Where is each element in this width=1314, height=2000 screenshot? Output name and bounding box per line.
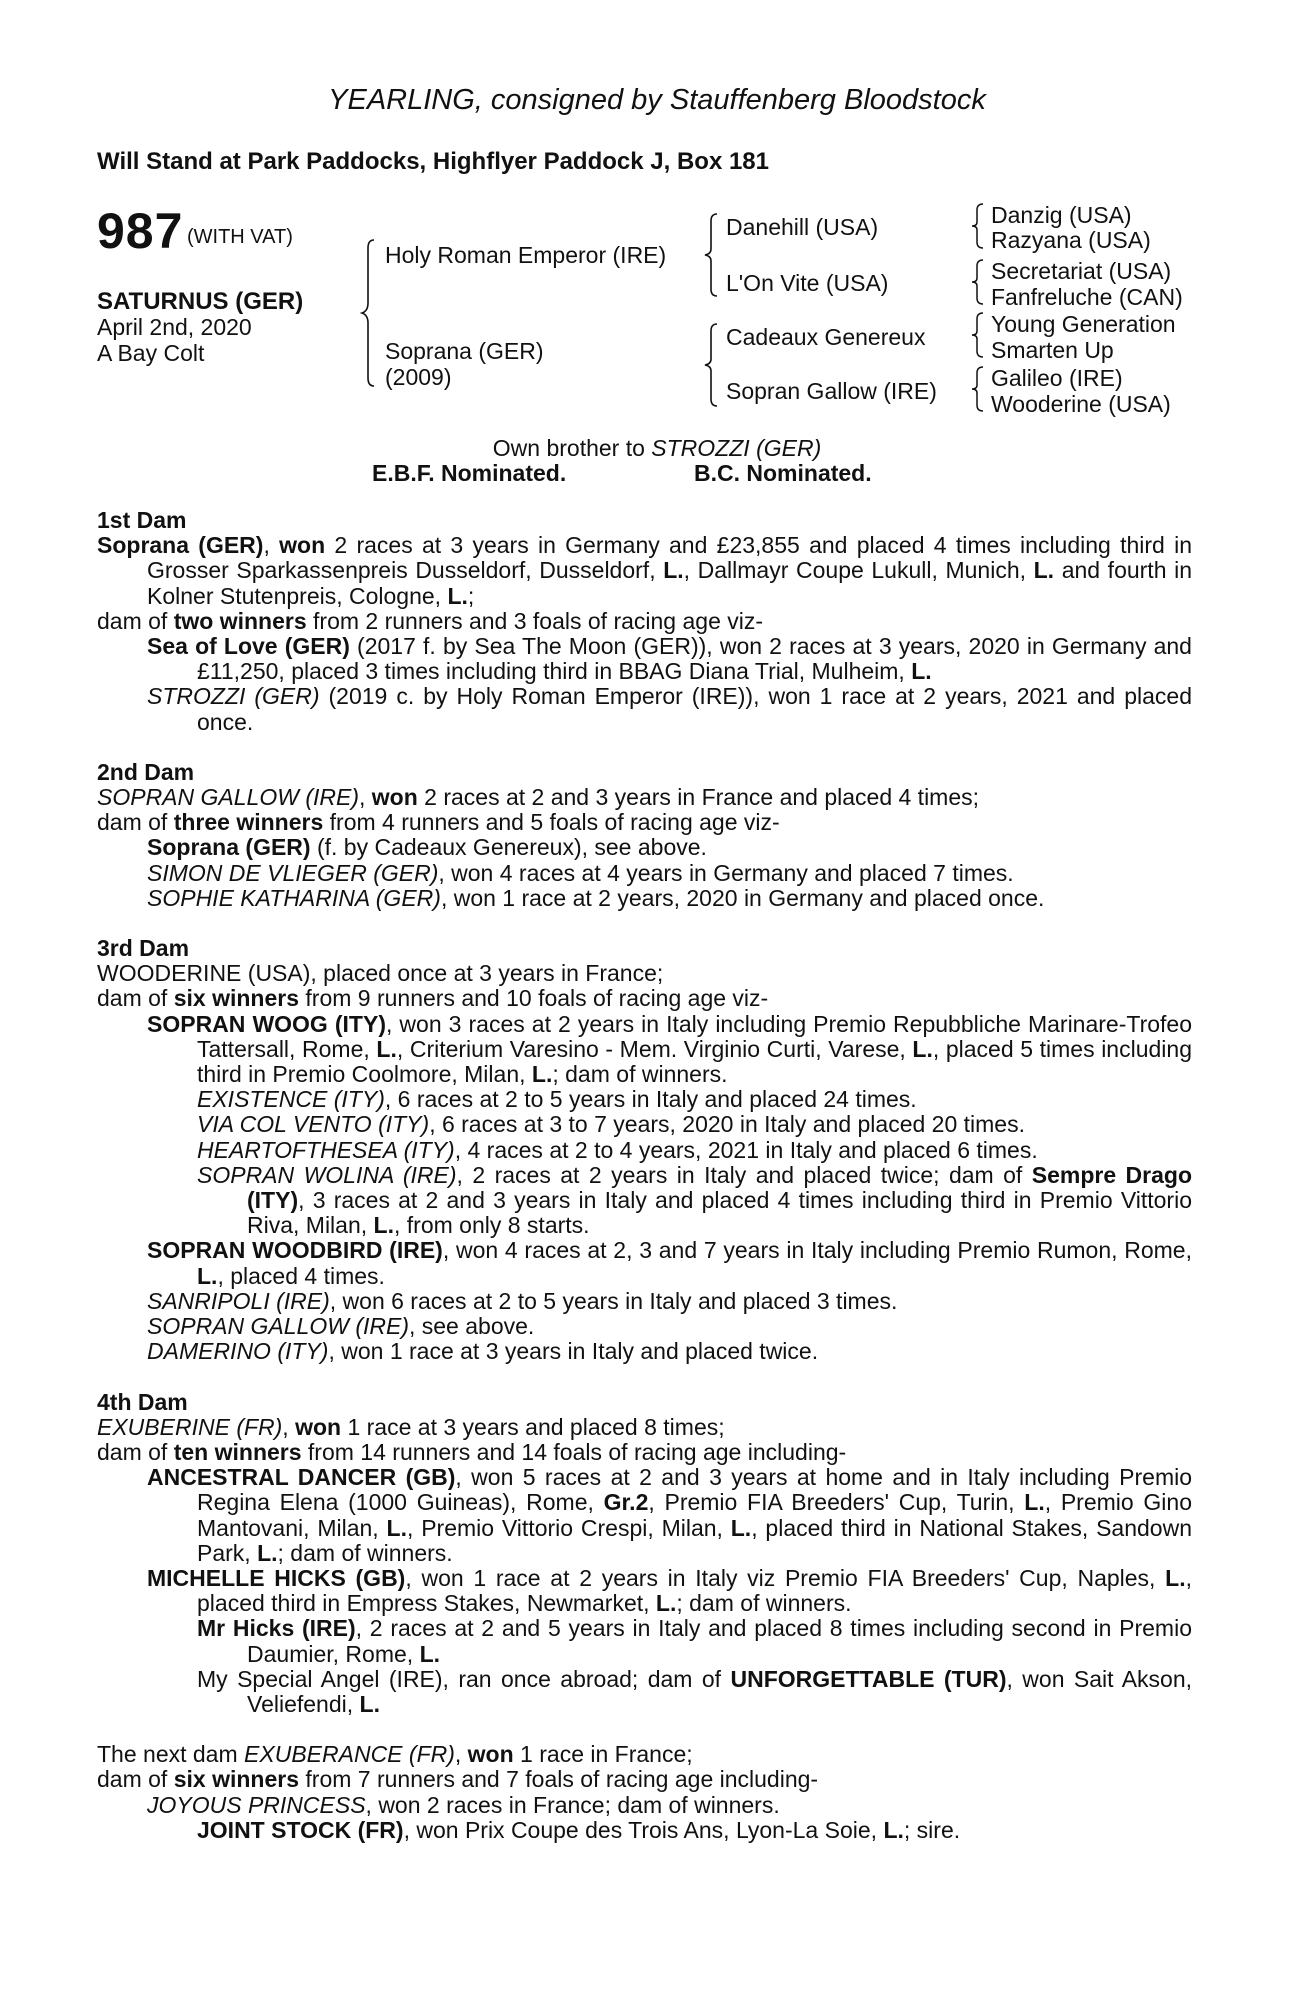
pedigree-sire: Holy Roman Emperor (IRE) [385,242,667,268]
grandproduce-entry: JOINT STOCK (FR), won Prix Coupe des Trois Ans, Lyon-La Soie, L.; sire. [197,1816,961,1843]
horse-description: A Bay Colt [97,340,205,366]
pedigree-brace-g3-2 [970,258,986,306]
produce-summary: dam of ten winners from 14 runners and 14 foals of racing age including- [97,1438,847,1465]
pedigree-dam-sire: Cadeaux Genereux [726,324,926,350]
own-brother-note: Own brother to STROZZI (GER) [492,435,822,461]
produce-summary: dam of three winners from 4 runners and 5 foals of racing age viz- [97,809,780,836]
grandproduce-entry: HEARTOFTHESEA (ITY), 4 races at 2 to 4 years, 2021 in Italy and placed 6 times. [197,1136,1038,1163]
produce-entry: SOPRAN WOOG (ITY), won 3 races at 2 years in Italy including Premio Repubbliche Marinare-Trofeo Tattersall, Rome, L., Criterium Varesino - Mem. Virginio Curti, Varese, L., placed 5 times including third in Premio Coolmore, Milan, L.; dam of winners. [147,1010,1192,1088]
produce-entry: DAMERINO (ITY), won 1 race at 3 years in Italy and placed twice. [147,1338,819,1365]
pedigree-sire-sire: Danehill (USA) [726,214,879,240]
produce-entry: Sea of Love (GER) (2017 f. by Sea The Moon (GER)), won 2 races at 3 years, 2020 in Germany and £11,250, placed 3 times including third in BBAG Diana Trial, Mulheim, L. [147,633,1192,685]
produce-entry: SOPHIE KATHARINA (GER), won 1 race at 2 years, 2020 in Germany and placed once. [147,884,1045,911]
pedigree-sds: Secretariat (USA) [991,258,1172,284]
section-heading: 1st Dam [97,507,187,533]
dam-record: WOODERINE (USA), placed once at 3 years in France; [97,960,664,987]
dam-record: SOPRAN GALLOW (IRE), won 2 races at 2 and 3 years in France and placed 4 times; [97,784,980,811]
pedigree-dam-year: (2009) [385,364,452,390]
pedigree-brace-dam [703,322,721,408]
section-heading: 3rd Dam [97,935,190,962]
pedigree-brace-g3-4 [970,365,986,413]
produce-entry: SANRIPOLI (IRE), won 6 races at 2 to 5 years in Italy and placed 3 times. [147,1287,898,1314]
bc-nominated: B.C. Nominated. [694,460,872,486]
pedigree-dsd: Smarten Up [991,337,1114,363]
pedigree-brace-g3-3 [970,311,986,359]
grandproduce-entry: VIA COL VENTO (ITY), 6 races at 3 to 7 years, 2020 in Italy and placed 20 times. [197,1111,1025,1138]
lot-number: 987 [97,203,184,259]
pedigree-dss: Young Generation [991,311,1176,337]
pedigree-sdd: Fanfreluche (CAN) [991,284,1183,310]
horse-name: SATURNUS (GER) [97,288,304,315]
ebf-nominated: E.B.F. Nominated. [372,460,567,486]
vat-note: (WITH VAT) [187,226,293,248]
produce-entry: JOYOUS PRINCESS, won 2 races in France; dam of winners. [147,1791,780,1818]
section-heading: 2nd Dam [97,758,195,785]
produce-summary: dam of six winners from 9 runners and 10 foals of racing age viz- [97,985,769,1012]
produce-entry: ANCESTRAL DANCER (GB), won 5 races at 2 and 3 years at home and in Italy including Premio Regina Elena (1000 Guineas), Rome, Gr.2, Premio FIA Breeders' Cup, Turin, L., Premio Gino Mantovani, Milan, L., Premio Vittorio Crespi, Milan, L., placed third in National Stakes, Sandown Park, L.; dam of winners. [147,1464,1193,1566]
stand-location: Will Stand at Park Paddocks, Highflyer Paddock J, Box 181 [97,148,769,175]
grandproduce-entry: SOPRAN WOLINA (IRE), 2 races at 2 years in Italy and placed twice; dam of Sempre Drago (ITY), 3 races at 2 and 3 years in Italy and placed 4 times including third in Premio Vittorio Riva, Milan, L., from only 8 starts. [197,1161,1192,1239]
grandproduce-entry: Mr Hicks (IRE), 2 races at 2 and 5 years in Italy and placed 8 times including second in Premio Daumier, Rome, L. [197,1615,1192,1667]
produce-summary: dam of six winners from 7 runners and 7 foals of racing age including- [97,1766,819,1793]
produce-entry: MICHELLE HICKS (GB), won 1 race at 2 years in Italy viz Premio FIA Breeders' Cup, Naples, L., placed third in Empress Stakes, Newmarket, L.; dam of winners. [147,1564,1192,1617]
dam-record: Soprana (GER), won 2 races at 3 years in Germany and £23,855 and placed 4 times including third in Grosser Sparkassenpreis Dusseldorf, Dusseldorf, L., Dallmayr Coupe Lukull, Munich, L. and fourth in Kolner Stutenpreis, Cologne, L.; [97,532,1193,609]
pedigree-brace-main [360,238,380,388]
grandproduce-entry: EXISTENCE (ITY), 6 races at 2 to 5 years in Italy and placed 24 times. [197,1086,917,1113]
pedigree-ddd: Wooderine (USA) [991,391,1171,417]
pedigree-brace-g3-1 [970,202,986,250]
catalogue-body [97,508,1192,1843]
produce-entry: STROZZI (GER) (2019 c. by Holy Roman Emperor (IRE)), won 1 race at 2 years, 2021 and placed once. [147,683,1192,735]
foaling-date: April 2nd, 2020 [97,314,252,340]
pedigree-dam-dam: Sopran Gallow (IRE) [726,378,937,404]
pedigree-dds: Galileo (IRE) [991,365,1123,391]
produce-entry: SOPRAN GALLOW (IRE), see above. [147,1313,535,1340]
dam-record: The next dam EXUBERANCE (FR), won 1 race in France; [97,1741,693,1768]
section-heading: 4th Dam [97,1388,188,1415]
grandproduce-entry: My Special Angel (IRE), ran once abroad; dam of UNFORGETTABLE (TUR), won Sait Akson, Veliefendi, L. [197,1665,1193,1717]
pedigree-dam: Soprana (GER) [385,338,544,364]
produce-entry: Soprana (GER) (f. by Cadeaux Genereux), see above. [147,834,707,861]
pedigree-sire-dam: L'On Vite (USA) [726,270,889,296]
catalogue-title: YEARLING, consigned by Stauffenberg Bloodstock [328,84,986,116]
dam-record: EXUBERINE (FR), won 1 race at 3 years and placed 8 times; [97,1413,725,1440]
produce-summary: dam of two winners from 2 runners and 3 foals of racing age viz- [97,607,764,634]
produce-entry: SIMON DE VLIEGER (GER), won 4 races at 4 years in Germany and placed 7 times. [147,859,1014,886]
pedigree-sss: Danzig (USA) [991,202,1132,228]
pedigree-brace-sire [703,212,721,298]
pedigree-ssd: Razyana (USA) [991,227,1151,253]
produce-entry: SOPRAN WOODBIRD (IRE), won 4 races at 2, 3 and 7 years in Italy including Premio Rumon, Rome, L., placed 4 times. [147,1237,1192,1289]
